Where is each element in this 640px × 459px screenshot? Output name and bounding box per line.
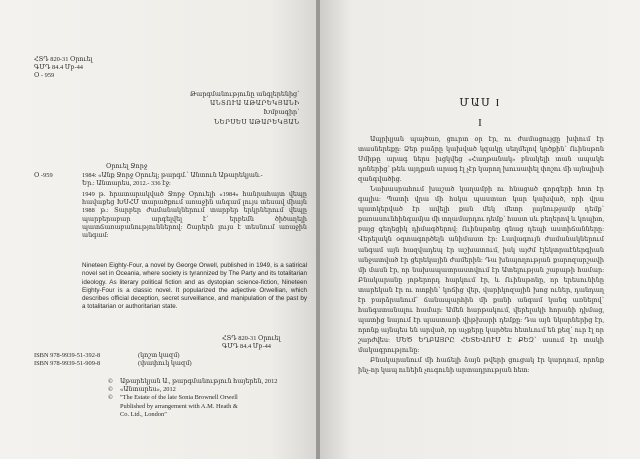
english-abstract: Nineteen Eighty-Four, a novel by George Orwell, published in 1949, is a satirical novel set in Oceania, where society is tyrannized by The Party and its totalitarian ideology. As literary political fiction and as dystopian science-fiction, Nineteen Eighty-Four is a classic novel. It popularized the adjective Orwellian, which describes official deception, secret surveillance, and manipulation of the past by a totalitarian or authoritarian state. [82, 262, 307, 311]
copyright-symbol: © [108, 386, 113, 394]
entry-code: Օ -959 [34, 172, 53, 179]
translator-name: ԱՆՏՈՒԱ ԱԹԱՐԵԿՅԱՆԻ [209, 100, 300, 108]
copyright-line: Co. Ltd., London" [120, 410, 167, 418]
translator-label: Թարգմանությունը անգլերենից՝ [190, 91, 300, 98]
chapter-body [358, 135, 604, 376]
right-page [320, 0, 640, 459]
editor-label: Խմբագիր՝ [263, 109, 300, 117]
isbn-kind: (կոշտ կազմ) [138, 352, 180, 359]
catalog-codes [34, 56, 93, 81]
catalog-line: ՀՏԴ 820-31 Օրուել [222, 335, 281, 342]
book-description: 1949 թ. հրատարակված Ջորջ Օրուելի «1984» հանրահայտ վեպը հավաքեց ԽՍՀՄ տարածքում առաջին անգամ լույս տեսավ միայն 1988 թ.: Տարբեր ժամանակներում տարբեր երկրներում վեպը պարբերաբար արգելվել է՝ երբեմն ծիծաղելի պատճառաբանություններով: Շարերն լույս է տեսնում առաջին անգամ: [82, 191, 307, 240]
editor-name: ՆԵՐՍԵՍ ԱԹԱՐԵԿՅԱՆ [214, 118, 300, 126]
credits-block [190, 91, 299, 128]
copyright-line: "The Estate of the late Sonia Brownell Orwell [120, 394, 238, 402]
catalog-line: Օ - 959 [34, 72, 55, 80]
paragraph: Բնակարանում մի հաճելի ձայն թվերի ցուցակ էր կարդում, որոնք ինչ-որ կապ ունեին չուգունի արտադրության հետ: [358, 357, 604, 375]
entry-text-2: Եր.: Անտարես, 2012.- 336 էջ: [82, 180, 171, 188]
copyright-block [108, 378, 277, 419]
left-page [0, 0, 318, 459]
catalog-line: ԳՄԴ 84.4 Մբ-44 [222, 343, 272, 351]
part-title: ՄԱՍ I [459, 97, 501, 109]
copyright-line: Աթարեկյան Ա., թարգմանություն հայերեն, 2012 [120, 378, 278, 385]
copyright-line: Published by arrangement with A.M. Heath & [120, 402, 238, 410]
isbn-number: ISBN 978-9939-51-392-8 [34, 352, 101, 359]
catalog-line: ՀՏԴ 820-31 Օրուել [34, 56, 93, 63]
paragraph: Նախասրահում խաշած կաղամբի ու հնացած գորգերի հոտ էր գալիս: Պատի վրա մի հսկա պաստառ կար կախված, որի վրա պատկերված էր ավելի քան մեկ մետր լայնությամբ դեմք՝ քառասունհինգամյա մի տղամարդու դեմք՝ հաստ սև բեղերով և կոպիտ, բայց գեղեցիկ դիմագծերով: Ուինսթոնը գնաց դեպի աստիճանները: Վերելակն օգտագործելն անիմաստ էր: Լավագույն ժամանակներում անգամ այն հազվադեպ էր աշխատում, իսկ այժմ էլեկտրաէներգիան անջատված էր ցերեկային ժամերին: Դա խնայողության քարոզարշավի մի մասն էր, որ նախապատրաստվում էր Ատելության շաբաթի համար: Բնակարանը յոթերորդ հարկում էր, և Ուինսթոնը, որ երեսունինը տարեկան էր ու ոտքին՝ կոճից վեր, վարիկոզային խոց ուներ, դանդաղ էր բարձրանում՝ ճանապարհին մի քանի անգամ կանգ առնելով՝ հանգստանալու համար: Ամեն հարթակում, վերելակի հորանի դիմաց, պատից նայում էր պաստառի վիթխարի դեմքը: Դա այն նկարներից էր, որոնք այնպես են արված, որ աչքերը կարծես հետևում են քեզ՝ ուր էլ որ շարժվես: ՄԵԾ ԵՂԲԱՅՐԸ ՀԵՏԵՎՈՒՄ Է ՔԵԶ՝ ասում էր տակի մակագրությունը: [358, 186, 604, 354]
paragraph: Ապրիլյան պայծառ, ցուրտ օր էր, ու ժամացույցը խփում էր տասներեքը: Ձեր բաձրը կախված կզակը սեղմելով կրծքին՝ Ուինսթոն Սմիթը արագ ներս խցկվեց «Հաղթանակ» բնակելի տան ապակե դռներից՝ թեև այդքան արագ էլ չէր կարող խուսափել փոշու մի այնպիսի զանգվածից. [358, 136, 604, 184]
isbn-number: ISBN 978-9939-51-909-8 [34, 360, 101, 368]
chapter-number: I [478, 117, 482, 129]
entry-text: 1984: «Անք Ջորջ Օրուել; թարգմ.՝ Անտուն Աթարեկյան.- [82, 172, 263, 179]
catalog-author: Օրուել Ջորջ [106, 163, 148, 170]
isbn-kind: (փափուկ կազմ) [138, 360, 192, 368]
catalog-codes-bottom [222, 335, 281, 351]
copyright-symbol: © [108, 378, 113, 385]
catalog-line: ԳՄԴ 84.4 Մբ-44 [34, 64, 84, 72]
copyright-symbol: © [108, 394, 113, 402]
copyright-line: «Անտարես», 2012 [120, 386, 176, 394]
isbn-block [34, 352, 192, 368]
catalog-entry [34, 172, 304, 188]
